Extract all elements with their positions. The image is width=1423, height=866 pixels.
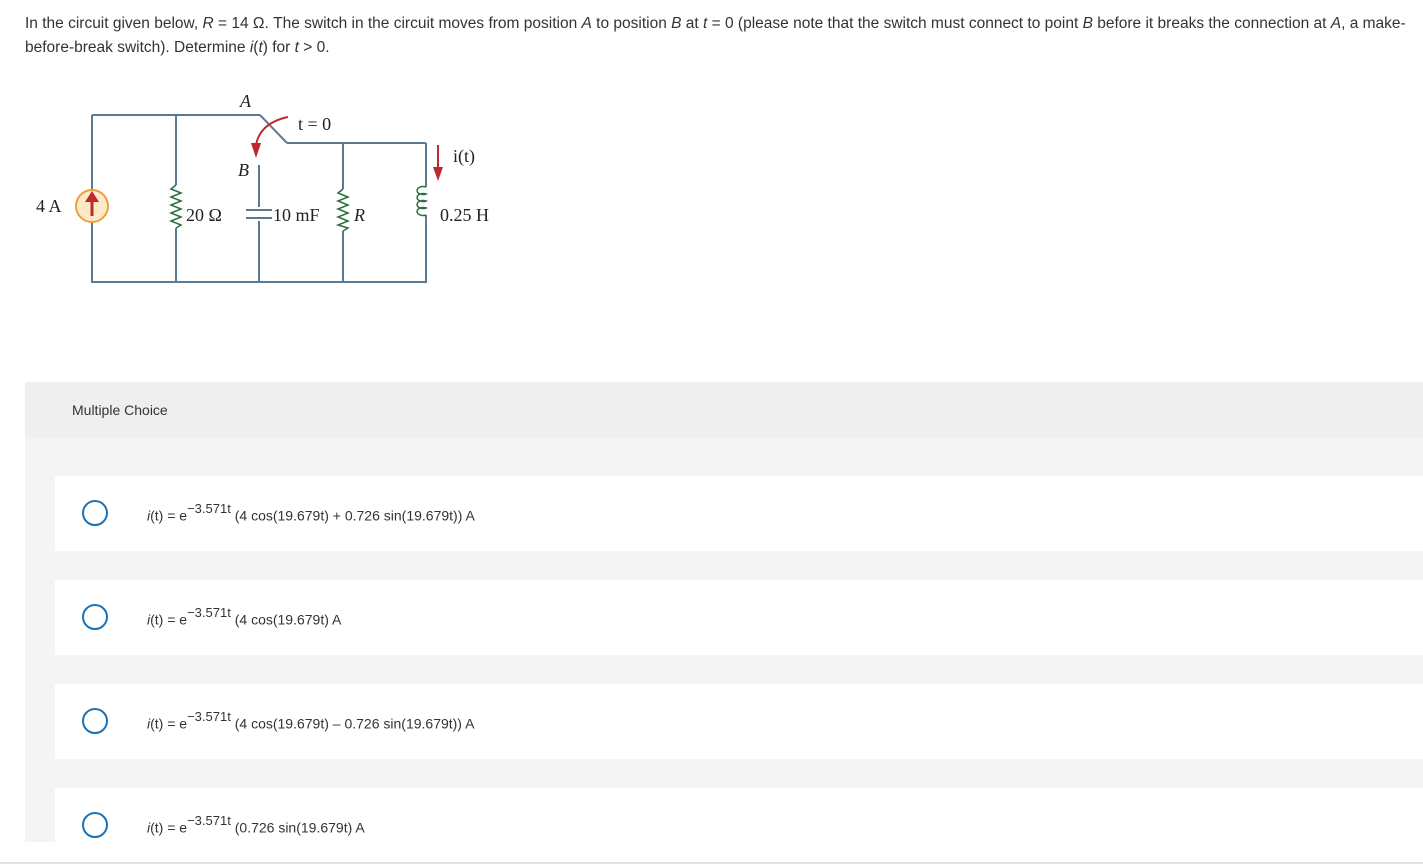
resistor-r-label: R (354, 205, 365, 225)
multiple-choice-panel (25, 382, 1423, 842)
label-a: A (240, 91, 251, 111)
option-2-text: $i(t) = e^{-3.571t}$ (4 cos(19.679t) A (147, 605, 342, 628)
option-3-text: $i(t) = e^{-3.571t}$ (4 cos(19.679t) – 0.726 sin(19.679t)) A (147, 709, 475, 732)
resistor-20ohm-label: 20 Ω (186, 205, 222, 225)
inductor-coil (417, 187, 426, 216)
choice-option-4[interactable] (55, 788, 1423, 842)
multiple-choice-header (25, 382, 1423, 439)
capacitor-label: 10 mF (273, 205, 320, 225)
circuit-diagram (30, 85, 510, 290)
multiple-choice-label: Multiple Choice (72, 402, 168, 418)
bottom-divider (0, 862, 1423, 864)
switch-time-label: t = 0 (298, 114, 332, 134)
label-b: B (238, 160, 249, 180)
resistor-r (338, 189, 348, 231)
resistor-20ohm (171, 185, 181, 228)
radio-button-3[interactable] (82, 708, 108, 734)
inductor-label: 0.25 H (440, 205, 489, 225)
choice-option-2[interactable] (55, 580, 1423, 655)
question-text: In the circuit given below, R = 14 Ω. The switch in the circuit moves from position A to position B at t = 0 (please note that the switch must connect to point B before it breaks the connection at A, a make-before-break switch). Determine i(t) for t > 0. (25, 15, 1406, 56)
radio-button-4[interactable] (82, 812, 108, 838)
current-label: i(t) (453, 146, 475, 166)
option-1-text: $i(t) = e^{-3.571t}$ (4 cos(19.679t) + 0.726 sin(19.679t)) A (147, 501, 475, 524)
choice-option-3[interactable] (55, 684, 1423, 759)
circuit-wires (92, 115, 426, 282)
radio-button-1[interactable] (82, 500, 108, 526)
option-4-text: $i(t) = e^{-3.571t}$ (0.726 sin(19.679t) A (147, 813, 365, 836)
source-label: 4 A (36, 196, 62, 216)
choice-option-1[interactable] (55, 476, 1423, 551)
radio-button-2[interactable] (82, 604, 108, 630)
